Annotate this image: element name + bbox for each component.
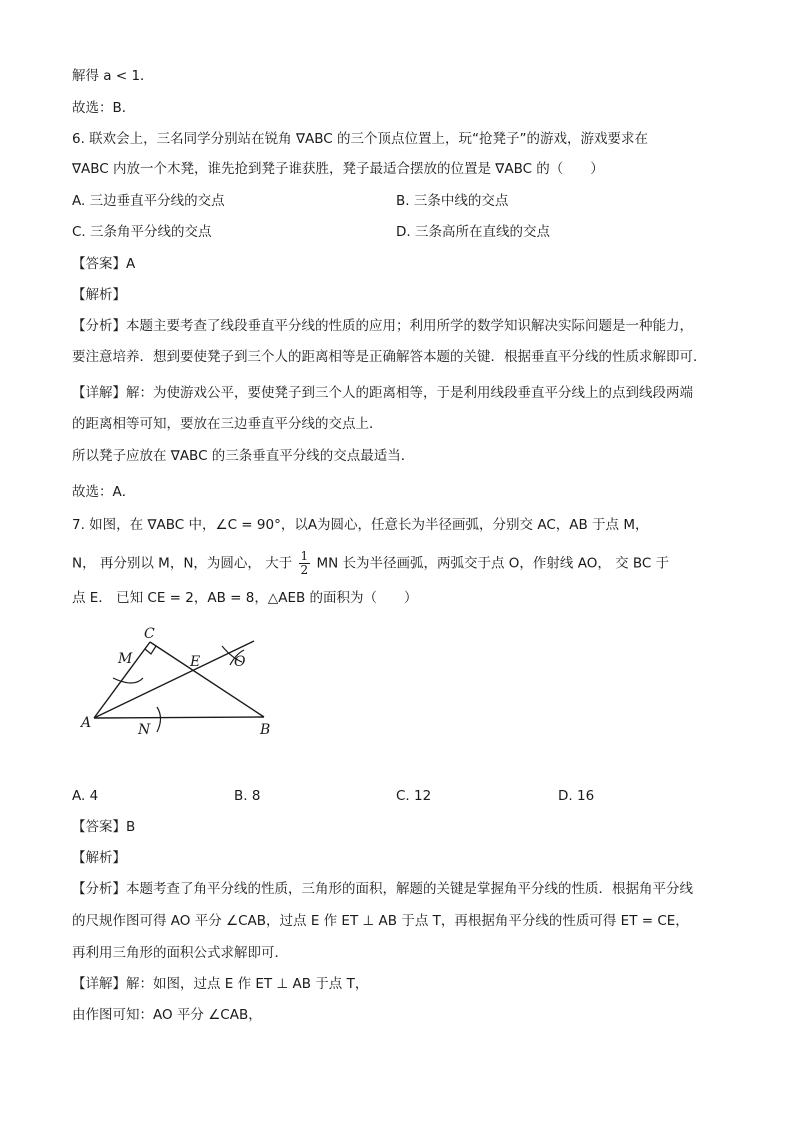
solve-result-line: 解得 a < 1． <box>72 68 154 84</box>
q6-option-d: D. 三条高所在直线的交点 <box>396 224 550 240</box>
q7-stem-line2-part2: MN 长为半径画弧，两弧交于点 O，作射线 AO， 交 BC 于 <box>316 555 670 572</box>
q6-stem-line1: 6. 联欢会上，三名同学分别站在锐角 ∇ABC 的三个顶点位置上，玩“抢凳子”的游戏，游戏要求在 <box>72 131 648 147</box>
q6-option-b: B. 三条中线的交点 <box>396 193 509 209</box>
label-o: O <box>234 654 246 670</box>
label-b: B <box>260 722 271 738</box>
q6-detail-line3: 所以凳子应放在 ∇ABC 的三条垂直平分线的交点最适当． <box>72 448 415 464</box>
q6-option-a: A. 三边垂直平分线的交点 <box>72 193 225 209</box>
q7-detail-line1: 【详解】解：如图，过点 E 作 ET ⊥ AB 于点 T， <box>72 976 369 992</box>
q7-jiexi-heading: 【解析】 <box>72 850 126 866</box>
q7-option-c: C. 12 <box>396 788 432 804</box>
half-numerator: 1 <box>300 549 309 563</box>
q6-analysis-line1: 【分析】本题主要考查了线段垂直平分线的性质的应用；利用所学的数学知识解决实际问题是一种能力， <box>72 318 693 334</box>
arc-at-m <box>113 678 143 683</box>
q7-stem-line2-part1: N， 再分别以 M，N，为圆心， 大于 <box>72 555 293 572</box>
q6-jiexi-heading: 【解析】 <box>72 287 126 303</box>
q7-analysis-line3: 再利用三角形的面积公式求解即可． <box>72 945 288 961</box>
q6-stem-line2: ∇ABC 内放一个木凳，谁先抢到凳子谁获胜，凳子最适合摆放的位置是 ∇ABC 的（ ） <box>72 161 604 177</box>
q6-detail-line1: 【详解】解：为使游戏公平，要使凳子到三个人的距离相等，于是利用线段垂直平分线上的点到线段两端 <box>72 385 693 401</box>
q7-option-a: A. 4 <box>72 788 99 804</box>
half-denominator: 2 <box>300 563 309 577</box>
side-ab <box>94 717 264 718</box>
q7-stem-line1: 7. 如图，在 ∇ABC 中，∠C = 90°，以A为圆心，任意长为半径画弧，分别交 AC，AB 于点 M， <box>72 517 649 533</box>
q6-detail-line2: 的距离相等可知，要放在三边垂直平分线的交点上． <box>72 416 383 432</box>
q7-option-d: D. 16 <box>558 788 595 804</box>
half-fraction <box>299 550 311 577</box>
label-e: E <box>190 654 201 670</box>
q7-analysis-line1: 【分析】本题考查了角平分线的性质，三角形的面积，解题的关键是掌握角平分线的性质．根据角平分线 <box>72 881 693 897</box>
label-c: C <box>144 626 155 642</box>
q7-detail-line2: 由作图可知：AO 平分 ∠CAB， <box>72 1007 262 1023</box>
q7-analysis-line2: 的尺规作图可得 AO 平分 ∠CAB，过点 E 作 ET ⊥ AB 于点 T，再根据角平分线的性质可得 ET = CE， <box>72 913 689 929</box>
q7-stem-line3: 点 E． 已知 CE = 2，AB = 8，△AEB 的面积为（ ） <box>72 590 418 606</box>
arc-at-n <box>157 707 161 732</box>
q6-answer: 【答案】A <box>72 256 136 272</box>
choose-b-line: 故选：B． <box>72 100 136 116</box>
side-cb <box>150 642 264 717</box>
q6-option-c: C. 三条角平分线的交点 <box>72 224 212 240</box>
label-a: A <box>81 715 92 731</box>
q6-choose: 故选：A． <box>72 484 136 500</box>
label-m: M <box>118 651 133 667</box>
q6-analysis-line2: 要注意培养．想到要使凳子到三个人的距离相等是正确解答本题的关键．根据垂直平分线的性质求解即可． <box>72 349 707 365</box>
q7-stem-line2 <box>72 550 669 577</box>
q7-answer: 【答案】B <box>72 819 136 835</box>
label-n: N <box>138 722 151 738</box>
triangle-construction-figure <box>72 620 282 745</box>
q7-option-b: B. 8 <box>234 788 261 804</box>
